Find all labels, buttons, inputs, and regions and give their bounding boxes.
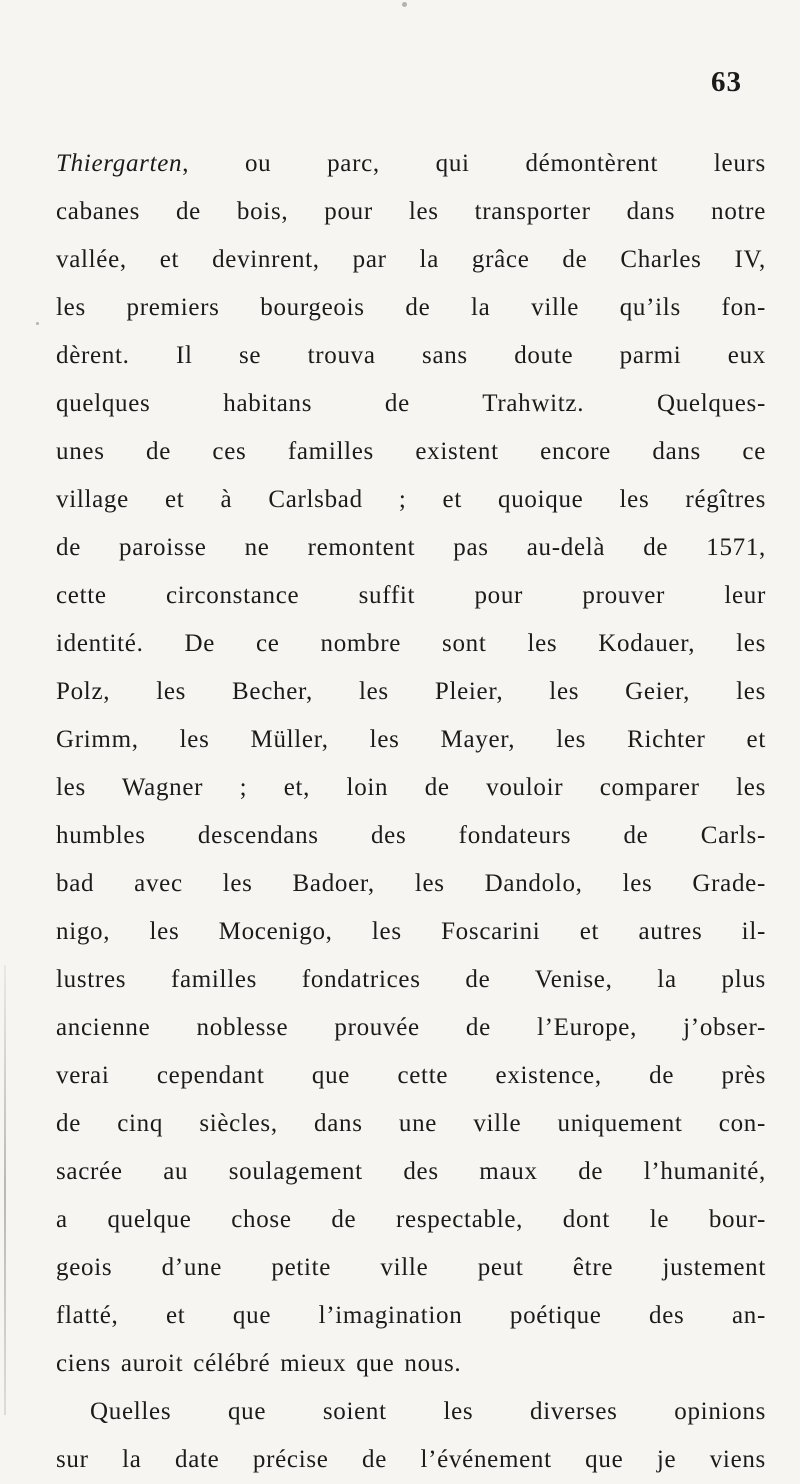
body-text	[56, 140, 766, 1484]
text-line-1-rest: , ou parc, qui démontèrent leurs	[182, 150, 766, 177]
text-line-27: Quelles que soient les diverses opinions	[90, 1398, 766, 1425]
text-line-3: vallée, et devinrent, par la grâce de Charles IV,	[56, 246, 766, 273]
paper-speck	[402, 2, 407, 7]
text-line-1	[56, 140, 766, 188]
text-line-15: humbles descendans des fondateurs de Carls-	[56, 822, 766, 849]
text-line-19: ancienne noblesse prouvée de l’Europe, j’obser-	[56, 1014, 766, 1041]
text-line-16: bad avec les Badoer, les Dandolo, les Grade-	[56, 870, 766, 897]
text-line-18: lustres familles fondatrices de Venise, la plus	[56, 966, 766, 993]
paper-speck	[36, 322, 39, 325]
page-number: 63	[711, 66, 742, 98]
text-line-13: Grimm, les Müller, les Mayer, les Richter et	[56, 726, 766, 753]
italic-word-thiergarten: Thiergarten	[56, 150, 183, 177]
text-line-21: de cinq siècles, dans une ville uniquement con-	[56, 1110, 766, 1137]
text-line-9: de paroisse ne remontent pas au-delà de 1571,	[56, 534, 766, 561]
text-line-14: les Wagner ; et, loin de vouloir comparer les	[56, 774, 766, 801]
text-line-5: dèrent. Il se trouva sans doute parmi eux	[56, 342, 766, 369]
text-line-24: geois d’une petite ville peut être justement	[56, 1254, 766, 1281]
page-edge-shadow	[4, 965, 6, 1415]
text-line-10: cette circonstance suffit pour prouver leur	[56, 582, 766, 609]
text-line-28: sur la date précise de l’événement que je viens	[56, 1446, 766, 1473]
text-line-23: a quelque chose de respectable, dont le bour-	[56, 1206, 766, 1233]
text-line-20: verai cependant que cette existence, de près	[56, 1062, 766, 1089]
text-line-17: nigo, les Mocenigo, les Foscarini et autres il-	[56, 918, 766, 945]
text-line-8: village et à Carlsbad ; et quoique les régîtres	[56, 486, 766, 513]
text-line-26: ciens auroit célébré mieux que nous.	[56, 1350, 462, 1377]
text-line-22: sacrée au soulagement des maux de l’humanité,	[56, 1158, 766, 1185]
text-line-6: quelques habitans de Trahwitz. Quelques-	[56, 390, 766, 417]
text-line-2: cabanes de bois, pour les transporter dans notre	[56, 198, 766, 225]
text-line-25: flatté, et que l’imagination poétique des an-	[56, 1302, 766, 1329]
text-line-12: Polz, les Becher, les Pleier, les Geier, les	[56, 678, 766, 705]
text-line-4: les premiers bourgeois de la ville qu’ils fon-	[56, 294, 766, 321]
text-line-11: identité. De ce nombre sont les Kodauer, les	[56, 630, 766, 657]
text-line-7: unes de ces familles existent encore dans ce	[56, 438, 766, 465]
